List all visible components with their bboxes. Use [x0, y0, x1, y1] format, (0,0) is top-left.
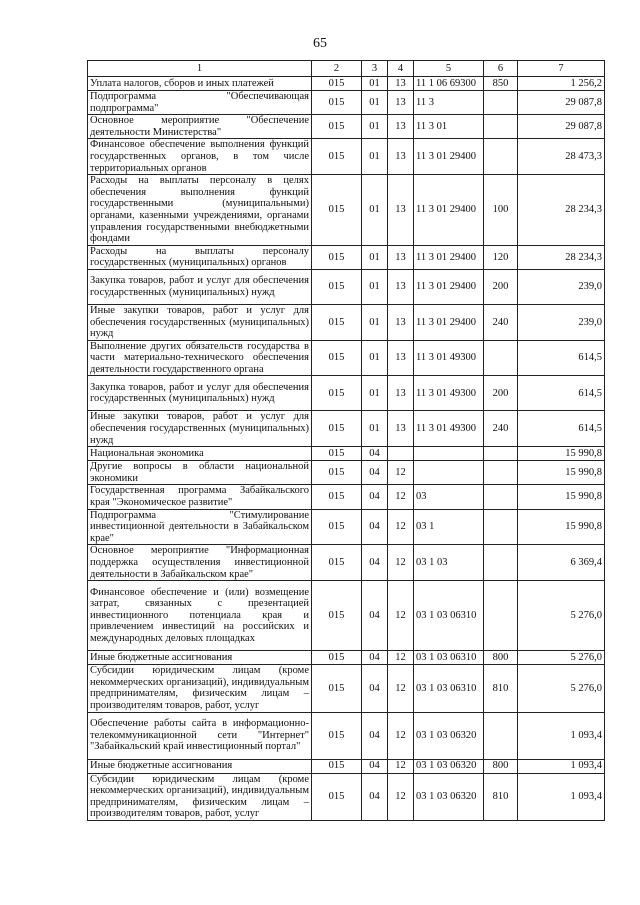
row-name-cell: Расходы на выплаты персоналу в целях обеспечения выполнения функций государственными (муниципальными) органами, казенными учреждениями, органами управления государственными внебюджетными фондами [88, 175, 312, 246]
subsection-code-cell: 12 [388, 651, 414, 665]
expense-type-code-cell: 800 [484, 759, 518, 773]
row-name-cell: Субсидии юридическим лицам (кроме некоммерческих организаций), индивидуальным предпринимателям, физическим лицам – производителям товаров, работ, услуг [88, 665, 312, 712]
table-row [88, 509, 605, 545]
section-code-cell: 04 [362, 461, 388, 485]
subsection-code-cell: 13 [388, 175, 414, 246]
row-name-cell: Иные закупки товаров, работ и услуг для обеспечения государственных (муниципальных) нужд [88, 411, 312, 447]
section-code-cell: 01 [362, 245, 388, 269]
expense-type-code-cell: 200 [484, 376, 518, 411]
amount-cell: 239,0 [518, 304, 605, 340]
table-row [88, 139, 605, 175]
amount-cell: 5 276,0 [518, 581, 605, 651]
header-cell: 1 [88, 61, 312, 77]
row-name-cell: Другие вопросы в области национальной экономики [88, 461, 312, 485]
section-code-cell: 04 [362, 581, 388, 651]
section-code-cell: 01 [362, 139, 388, 175]
target-item-code-cell [414, 447, 484, 461]
table-row [88, 340, 605, 376]
table-row [88, 461, 605, 485]
target-item-code-cell: 11 3 01 29400 [414, 269, 484, 304]
subsection-code-cell: 12 [388, 581, 414, 651]
target-item-code-cell: 03 1 03 06310 [414, 665, 484, 712]
subsection-code-cell: 12 [388, 485, 414, 509]
ministry-code-cell: 015 [312, 651, 362, 665]
amount-cell: 29 087,8 [518, 115, 605, 139]
table-row [88, 77, 605, 91]
ministry-code-cell: 015 [312, 139, 362, 175]
expense-type-code-cell: 240 [484, 411, 518, 447]
amount-cell: 614,5 [518, 340, 605, 376]
ministry-code-cell: 015 [312, 115, 362, 139]
target-item-code-cell: 03 1 03 06320 [414, 712, 484, 759]
section-code-cell: 04 [362, 447, 388, 461]
section-code-cell: 01 [362, 376, 388, 411]
header-cell: 7 [518, 61, 605, 77]
row-name-cell: Субсидии юридическим лицам (кроме некоммерческих организаций), индивидуальным предпринимателям, физическим лицам – производителям товаров, работ, услуг [88, 773, 312, 820]
expense-type-code-cell: 200 [484, 269, 518, 304]
target-item-code-cell: 11 3 01 29400 [414, 245, 484, 269]
target-item-code-cell: 03 1 03 06320 [414, 773, 484, 820]
target-item-code-cell: 11 3 01 49300 [414, 340, 484, 376]
row-name-cell: Государственная программа Забайкальского края "Экономическое развитие" [88, 485, 312, 509]
section-code-cell: 04 [362, 712, 388, 759]
subsection-code-cell: 12 [388, 759, 414, 773]
ministry-code-cell: 015 [312, 581, 362, 651]
table-row [88, 304, 605, 340]
target-item-code-cell: 03 1 03 06310 [414, 651, 484, 665]
page-number: 65 [313, 36, 327, 51]
expense-type-code-cell: 100 [484, 175, 518, 246]
subsection-code-cell: 13 [388, 269, 414, 304]
target-item-code-cell: 11 3 01 29400 [414, 175, 484, 246]
section-code-cell: 01 [362, 91, 388, 115]
subsection-code-cell: 12 [388, 545, 414, 581]
target-item-code-cell: 03 1 03 06320 [414, 759, 484, 773]
table-row [88, 581, 605, 651]
table-row [88, 376, 605, 411]
amount-cell: 614,5 [518, 411, 605, 447]
expense-type-code-cell: 810 [484, 665, 518, 712]
header-cell: 4 [388, 61, 414, 77]
row-name-cell: Основное мероприятие "Информационная поддержка осуществления инвестиционной деятельности в Забайкальском крае" [88, 545, 312, 581]
target-item-code-cell: 11 3 [414, 91, 484, 115]
amount-cell: 1 093,4 [518, 712, 605, 759]
section-code-cell: 04 [362, 651, 388, 665]
ministry-code-cell: 015 [312, 411, 362, 447]
table-row [88, 651, 605, 665]
row-name-cell: Подпрограмма "Обеспечивающая подпрограмма" [88, 91, 312, 115]
ministry-code-cell: 015 [312, 245, 362, 269]
subsection-code-cell: 12 [388, 712, 414, 759]
subsection-code-cell: 13 [388, 376, 414, 411]
row-name-cell: Основное мероприятие "Обеспечение деятельности Министерства" [88, 115, 312, 139]
section-code-cell: 04 [362, 759, 388, 773]
table-row [88, 91, 605, 115]
section-code-cell: 04 [362, 665, 388, 712]
table-row [88, 447, 605, 461]
ministry-code-cell: 015 [312, 712, 362, 759]
section-code-cell: 01 [362, 411, 388, 447]
row-name-cell: Расходы на выплаты персоналу государственных (муниципальных) органов [88, 245, 312, 269]
expense-type-code-cell [484, 485, 518, 509]
row-name-cell: Иные закупки товаров, работ и услуг для обеспечения государственных (муниципальных) нужд [88, 304, 312, 340]
target-item-code-cell [414, 461, 484, 485]
header-cell: 6 [484, 61, 518, 77]
expense-type-code-cell [484, 461, 518, 485]
subsection-code-cell: 12 [388, 509, 414, 545]
header-cell: 3 [362, 61, 388, 77]
table-row [88, 269, 605, 304]
target-item-code-cell: 11 3 01 29400 [414, 304, 484, 340]
target-item-code-cell: 11 1 06 69300 [414, 77, 484, 91]
amount-cell: 5 276,0 [518, 665, 605, 712]
subsection-code-cell: 13 [388, 115, 414, 139]
amount-cell: 5 276,0 [518, 651, 605, 665]
ministry-code-cell: 015 [312, 773, 362, 820]
target-item-code-cell: 03 [414, 485, 484, 509]
ministry-code-cell: 015 [312, 376, 362, 411]
subsection-code-cell: 13 [388, 139, 414, 175]
amount-cell: 15 990,8 [518, 461, 605, 485]
table-row [88, 665, 605, 712]
subsection-code-cell: 13 [388, 77, 414, 91]
ministry-code-cell: 015 [312, 759, 362, 773]
header-cell: 2 [312, 61, 362, 77]
expense-type-code-cell [484, 139, 518, 175]
ministry-code-cell: 015 [312, 545, 362, 581]
amount-cell: 28 234,3 [518, 245, 605, 269]
target-item-code-cell: 11 3 01 49300 [414, 411, 484, 447]
section-code-cell: 01 [362, 175, 388, 246]
subsection-code-cell: 13 [388, 304, 414, 340]
amount-cell: 15 990,8 [518, 447, 605, 461]
budget-table [87, 60, 605, 821]
expense-type-code-cell [484, 509, 518, 545]
table-row [88, 712, 605, 759]
expense-type-code-cell [484, 115, 518, 139]
section-code-cell: 01 [362, 340, 388, 376]
subsection-code-cell: 13 [388, 411, 414, 447]
amount-cell: 28 234,3 [518, 175, 605, 246]
expense-type-code-cell [484, 91, 518, 115]
amount-cell: 1 093,4 [518, 773, 605, 820]
amount-cell: 1 256,2 [518, 77, 605, 91]
amount-cell: 6 369,4 [518, 545, 605, 581]
row-name-cell: Выполнение других обязательств государства в части материально-технического обеспечения деятельности государственного органа [88, 340, 312, 376]
target-item-code-cell: 03 1 03 [414, 545, 484, 581]
row-name-cell: Иные бюджетные ассигнования [88, 651, 312, 665]
table-row [88, 115, 605, 139]
header-cell: 5 [414, 61, 484, 77]
amount-cell: 1 093,4 [518, 759, 605, 773]
section-code-cell: 04 [362, 773, 388, 820]
section-code-cell: 04 [362, 509, 388, 545]
row-name-cell: Национальная экономика [88, 447, 312, 461]
row-name-cell: Закупка товаров, работ и услуг для обеспечения государственных (муниципальных) нужд [88, 269, 312, 304]
table-row [88, 245, 605, 269]
row-name-cell: Подпрограмма "Стимулирование инвестиционной деятельности в Забайкальском крае" [88, 509, 312, 545]
ministry-code-cell: 015 [312, 447, 362, 461]
row-name-cell: Иные бюджетные ассигнования [88, 759, 312, 773]
section-code-cell: 01 [362, 77, 388, 91]
expense-type-code-cell: 120 [484, 245, 518, 269]
subsection-code-cell: 12 [388, 665, 414, 712]
target-item-code-cell: 03 1 [414, 509, 484, 545]
table-row [88, 545, 605, 581]
ministry-code-cell: 015 [312, 340, 362, 376]
expense-type-code-cell: 800 [484, 651, 518, 665]
subsection-code-cell: 13 [388, 340, 414, 376]
subsection-code-cell: 13 [388, 245, 414, 269]
subsection-code-cell: 12 [388, 461, 414, 485]
expense-type-code-cell [484, 545, 518, 581]
expense-type-code-cell [484, 340, 518, 376]
subsection-code-cell [388, 447, 414, 461]
amount-cell: 29 087,8 [518, 91, 605, 115]
row-name-cell: Финансовое обеспечение выполнения функций государственных органов, в том числе территориальных органов [88, 139, 312, 175]
table-row [88, 485, 605, 509]
row-name-cell: Обеспечение работы сайта в информационно-телекоммуникационной сети "Интернет" "Забайкальский край инвестиционный портал" [88, 712, 312, 759]
ministry-code-cell: 015 [312, 91, 362, 115]
row-name-cell: Финансовое обеспечение и (или) возмещение затрат, связанных с презентацией инвестиционного потенциала края и привлечением инвестиций на российских и международных деловых площадках [88, 581, 312, 651]
expense-type-code-cell [484, 712, 518, 759]
table-header-row [88, 61, 605, 77]
ministry-code-cell: 015 [312, 269, 362, 304]
section-code-cell: 04 [362, 485, 388, 509]
expense-type-code-cell [484, 581, 518, 651]
table-row [88, 759, 605, 773]
row-name-cell: Закупка товаров, работ и услуг для обеспечения государственных (муниципальных) нужд [88, 376, 312, 411]
amount-cell: 15 990,8 [518, 485, 605, 509]
ministry-code-cell: 015 [312, 304, 362, 340]
subsection-code-cell: 12 [388, 773, 414, 820]
row-name-cell: Уплата налогов, сборов и иных платежей [88, 77, 312, 91]
amount-cell: 614,5 [518, 376, 605, 411]
target-item-code-cell: 11 3 01 49300 [414, 376, 484, 411]
expense-type-code-cell: 240 [484, 304, 518, 340]
expense-type-code-cell: 810 [484, 773, 518, 820]
section-code-cell: 04 [362, 545, 388, 581]
amount-cell: 28 473,3 [518, 139, 605, 175]
section-code-cell: 01 [362, 115, 388, 139]
ministry-code-cell: 015 [312, 509, 362, 545]
target-item-code-cell: 11 3 01 [414, 115, 484, 139]
ministry-code-cell: 015 [312, 461, 362, 485]
section-code-cell: 01 [362, 269, 388, 304]
amount-cell: 239,0 [518, 269, 605, 304]
ministry-code-cell: 015 [312, 485, 362, 509]
expense-type-code-cell: 850 [484, 77, 518, 91]
section-code-cell: 01 [362, 304, 388, 340]
ministry-code-cell: 015 [312, 665, 362, 712]
table-row [88, 411, 605, 447]
amount-cell: 15 990,8 [518, 509, 605, 545]
ministry-code-cell: 015 [312, 77, 362, 91]
ministry-code-cell: 015 [312, 175, 362, 246]
subsection-code-cell: 13 [388, 91, 414, 115]
target-item-code-cell: 03 1 03 06310 [414, 581, 484, 651]
table-row [88, 773, 605, 820]
expense-type-code-cell [484, 447, 518, 461]
table-row [88, 175, 605, 246]
target-item-code-cell: 11 3 01 29400 [414, 139, 484, 175]
